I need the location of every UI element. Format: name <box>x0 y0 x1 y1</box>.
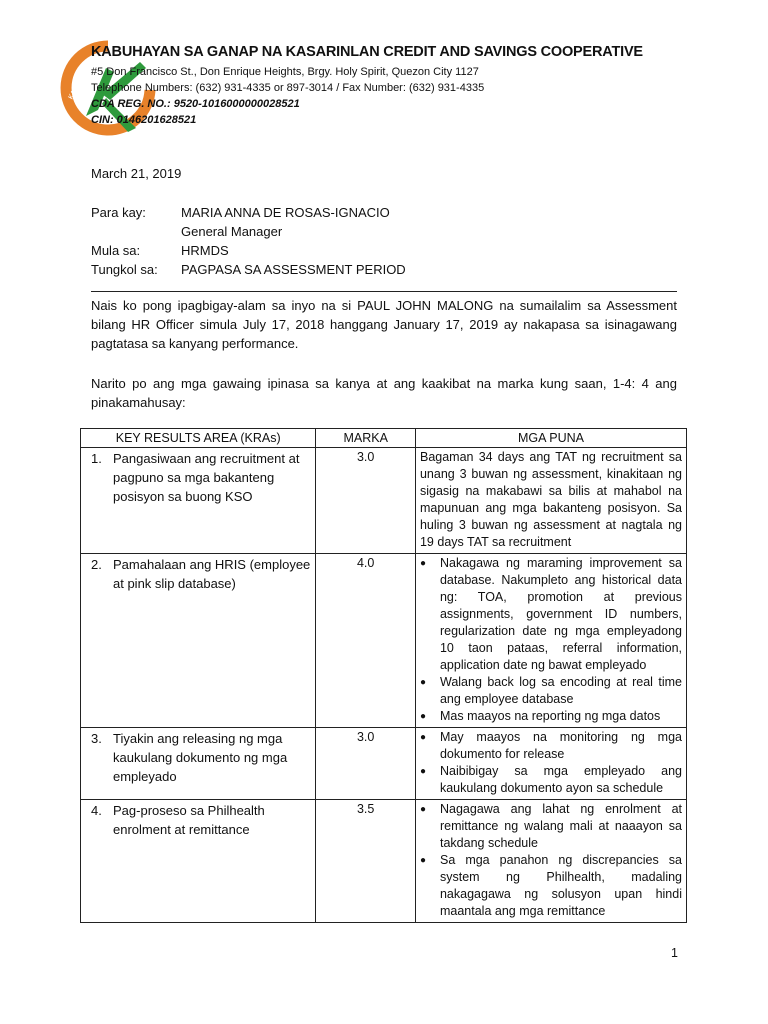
memo-to-row <box>91 203 406 222</box>
notes-cell <box>415 800 686 923</box>
kra-text: Pamahalaan ang HRIS (employee at pink slip database) <box>113 557 311 591</box>
score-value: 3.5 <box>356 802 375 816</box>
note-text: Bagaman 34 days ang TAT ng recruitment sa unang 3 buwan ng assessment, kinakitaan ng sigasig na makabawi sa bilis at mahabol na mapunuan ang mga bakanteng posisyon. Sa huling 3 buwan ng assessment at nagtala ng 19 days TAT sa recruitment <box>419 450 682 549</box>
memo-title-row <box>91 222 406 241</box>
to-label: Para kay: <box>91 205 146 220</box>
score-cell <box>316 554 416 728</box>
kra-cell <box>81 448 316 554</box>
kra-number: 1. <box>91 451 102 466</box>
subject-value: PAGPASA SA ASSESSMENT PERIOD <box>181 262 406 277</box>
page-number: 1 <box>671 946 678 960</box>
kra-text: Pangasiwaan ang recruitment at pagpuno sa mga bakanteng posisyon sa buong KSO <box>113 451 300 504</box>
kra-text: Tiyakin ang releasing ng mga kaukulang dokumento ng mga empleyado <box>113 731 288 784</box>
table-header-row <box>81 429 687 448</box>
bullet-icon: ● <box>419 766 427 777</box>
to-name: MARIA ANNA DE ROSAS-IGNACIO <box>181 205 390 220</box>
notes-cell <box>415 554 686 728</box>
list-item: ● Nakagawa ng maraming improvement sa database. Nakumpleto ang historical data ng: TOA, promotion at previous assignments, government ID numbers, regularization date ng mga empleyadong 10 taon pataas, referral information, application date ng bawat empleyado <box>419 556 682 672</box>
organization-name: KABUHAYAN SA GANAP NA KASARINLAN CREDIT AND SAVINGS COOPERATIVE <box>91 44 643 60</box>
body-paragraph-2: Narito po ang mga gawaing ipinasa sa kanya at ang kaakibat na marka kung saan, 1-4: 4 ang pinakamahusay: <box>91 376 677 410</box>
kra-text: Pag-proseso sa Philhealth enrolment at remittance <box>113 803 265 837</box>
bullet-icon: ● <box>419 711 427 722</box>
organization-phones: Telephone Numbers: (632) 931-4335 or 897-3014 / Fax Number: (632) 931-4335 <box>91 82 485 94</box>
svg-text:KASAMAHA KA: KASAMAHA KA <box>66 52 100 101</box>
kra-number: 4. <box>91 803 102 818</box>
subject-label: Tungkol sa: <box>91 262 158 277</box>
table-row <box>81 554 687 728</box>
score-cell <box>316 448 416 554</box>
kra-cell <box>81 554 316 728</box>
list-item: ● Mas maayos na reporting ng mga datos <box>419 709 661 723</box>
bullet-icon: ● <box>419 804 427 815</box>
letterhead <box>91 44 691 128</box>
kra-number: 3. <box>91 731 102 746</box>
notes-list <box>420 555 682 725</box>
kra-cell <box>81 728 316 800</box>
bullet-icon: ● <box>419 732 427 743</box>
bullet-icon: ● <box>419 855 427 866</box>
memo-subject-row <box>91 260 406 279</box>
list-item: ● Nagagawa ang lahat ng enrolment at remittance ng walang mali at naaayon sa takdang schedule <box>419 802 682 850</box>
header-kra: KEY RESULTS AREA (KRAs) <box>81 429 316 448</box>
cda-registration: CDA REG. NO.: 9520-1016000000028521 <box>91 98 300 110</box>
notes-cell <box>415 728 686 800</box>
score-cell <box>316 728 416 800</box>
header-score: MARKA <box>316 429 416 448</box>
memo-header <box>91 203 406 279</box>
notes-list <box>420 801 682 920</box>
score-value: 3.0 <box>356 450 375 464</box>
bullet-icon: ● <box>419 677 427 688</box>
notes-cell <box>415 448 686 554</box>
list-item: ● Walang back log sa encoding at real time ang employee database <box>419 675 682 706</box>
spacer <box>91 222 181 241</box>
cin-number: CIN: 0146201628521 <box>91 114 197 126</box>
score-cell <box>316 800 416 923</box>
notes-list <box>420 729 682 797</box>
list-item: ● Sa mga panahon ng discrepancies sa system ng Philhealth, madaling nakagagawa ng solusyon upan hindi maantala ang mga remittance <box>419 853 682 918</box>
kra-number: 2. <box>91 557 102 572</box>
table-row <box>81 728 687 800</box>
to-title: General Manager <box>181 224 283 239</box>
body-paragraph-1: Nais ko pong ipagbigay-alam sa inyo na si PAUL JOHN MALONG na sumailalim sa Assessment bilang HR Officer simula July 17, 2018 hanggang January 17, 2019 ay nakapasa sa isinagawang pagtatasa sa kanyang performance. <box>91 298 677 351</box>
bullet-icon: ● <box>419 558 427 569</box>
memo-date: March 21, 2019 <box>91 166 182 181</box>
score-value: 4.0 <box>356 556 375 570</box>
kra-cell <box>81 800 316 923</box>
organization-address: #5 Don Francisco St., Don Enrique Heights, Brgy. Holy Spirit, Quezon City 1127 <box>91 66 479 78</box>
from-value: HRMDS <box>181 243 229 258</box>
score-value: 3.0 <box>356 730 375 744</box>
table-row <box>81 448 687 554</box>
memo-from-row <box>91 241 406 260</box>
list-item: ● Naibibigay sa mga empleyado ang kaukulang dokumento ayon sa schedule <box>419 764 682 795</box>
list-item: ● May maayos na monitoring ng mga dokumento for release <box>419 730 682 761</box>
header-divider <box>91 291 677 292</box>
header-notes: MGA PUNA <box>415 429 686 448</box>
table-row <box>81 800 687 923</box>
kra-table <box>80 428 687 923</box>
from-label: Mula sa: <box>91 243 141 258</box>
